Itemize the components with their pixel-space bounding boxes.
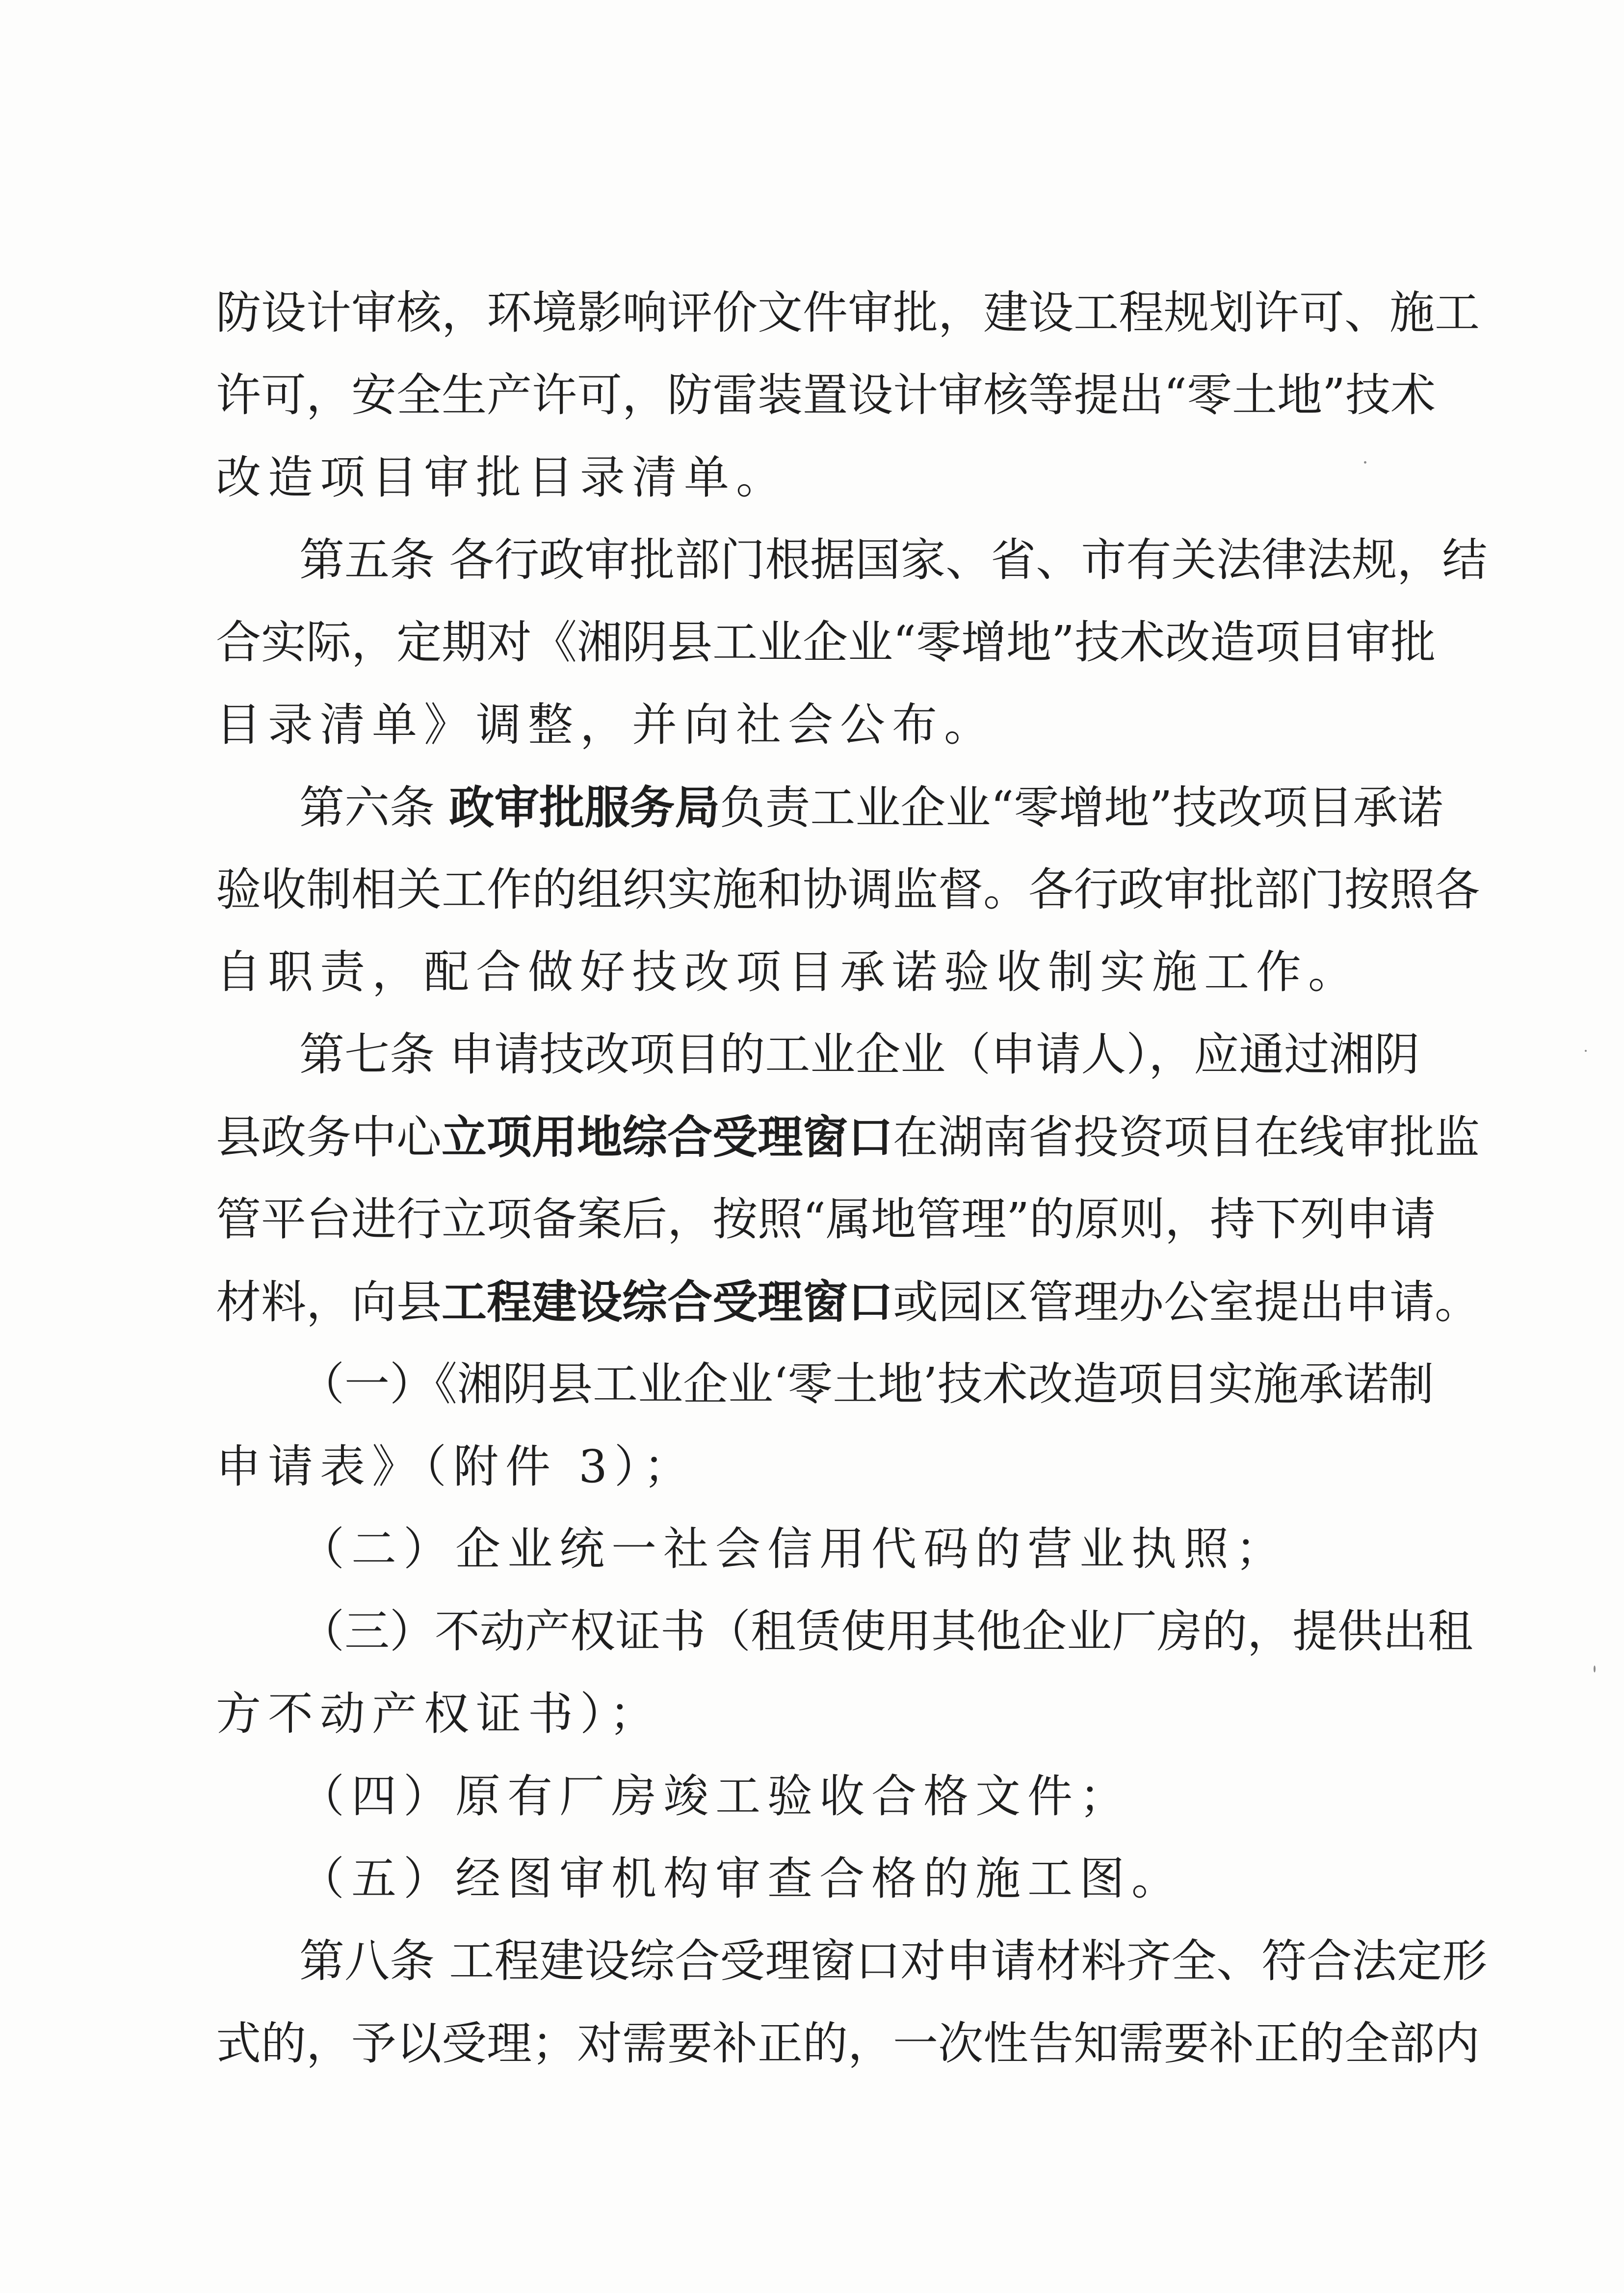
text-line	[299, 523, 1488, 597]
list-item	[299, 1348, 1434, 1421]
text-segment: 方不动产权证书）；	[216, 1688, 662, 1740]
text-segment: （四）原有厂房竣工验收合格文件；	[299, 1770, 1132, 1823]
text-segment: 第八条 工程建设综合受理窗口对申请材料齐全、符合法定形	[299, 1935, 1488, 1987]
text-segment: 许可，安全生产许可，防雷装置设计审核等提出“零土地”技术	[216, 369, 1436, 421]
text-segment: 管平台进行立项备案后，按照“属地管理”的原则，持下列申请	[216, 1193, 1436, 1246]
text-line	[216, 1430, 1413, 1504]
text-line	[216, 2007, 1480, 2081]
text-segment: 第五条 各行政审批部门根据国家、省、市有关法律法规，结	[299, 534, 1488, 586]
text-line	[299, 1018, 1420, 1092]
text-line	[216, 936, 1413, 1009]
text-segment: 在湖南省投资项目在线审批监	[893, 1111, 1480, 1164]
text-segment: （五）经图审机构审查合格的施工图。	[299, 1852, 1184, 1905]
scan-speck	[1594, 1666, 1596, 1672]
text-segment: （三）不动产权证书（租赁使用其他企业厂房的，提供出租	[299, 1605, 1473, 1658]
text-segment: （二）企业统一社会信用代码的营业执照；	[299, 1523, 1288, 1575]
list-item	[299, 1512, 1413, 1586]
text-line	[216, 441, 1413, 515]
text-line	[216, 1100, 1480, 1174]
text-segment: 或园区管理办公室提出申请。	[893, 1276, 1480, 1329]
scan-speck	[1585, 1050, 1587, 1052]
text-line	[216, 1677, 1413, 1751]
text-segment: 第七条 申请技改项目的工业企业（申请人），应通过湘阴	[299, 1028, 1420, 1081]
text-line	[216, 1265, 1480, 1339]
text-line	[216, 853, 1480, 927]
text-segment: 防设计审核，环境影响评价文件审批，建设工程规划许可、施工	[216, 287, 1480, 339]
text-line	[216, 359, 1436, 432]
text-segment: 自职责，配合做好技改项目承诺验收制实施工作。	[216, 946, 1361, 998]
list-item	[299, 1595, 1473, 1668]
text-segment: 县政务中心	[216, 1111, 442, 1164]
text-line	[216, 276, 1480, 350]
bold-text-segment: 工程建设综合受理窗口	[442, 1276, 893, 1329]
bold-text-segment: 政审批服务局	[449, 781, 720, 834]
list-item	[299, 1842, 1413, 1916]
text-line	[216, 688, 1413, 762]
text-line	[299, 1925, 1488, 1998]
text-line	[216, 1183, 1436, 1256]
text-segment: 式的，予以受理；对需要补正的，一次性告知需要补正的全部内	[216, 2017, 1480, 2070]
text-segment: 申请表》（附件 3）；	[216, 1440, 696, 1493]
text-segment: 合实际，定期对《湘阴县工业企业“零增地”技术改造项目审批	[216, 616, 1436, 669]
text-segment: 改造项目审批目录清单。	[216, 451, 788, 504]
text-segment: （一）《湘阴县工业企业‘零土地’技术改造项目实施承诺制	[299, 1358, 1434, 1410]
text-segment: 目录清单》调整，并向社会公布。	[216, 699, 996, 751]
text-segment: 第六条	[299, 782, 449, 834]
text-segment: 验收制相关工作的组织实施和协调监督。各行政审批部门按照各	[216, 863, 1480, 916]
text-line	[299, 771, 1443, 844]
text-segment: 负责工业企业“零增地”技改项目承诺	[720, 782, 1443, 834]
list-item	[299, 1760, 1413, 1833]
scan-speck	[1364, 461, 1366, 464]
bold-text-segment: 立项用地综合受理窗口	[442, 1111, 893, 1164]
text-line	[216, 606, 1436, 679]
text-segment: 材料，向县	[216, 1276, 442, 1329]
